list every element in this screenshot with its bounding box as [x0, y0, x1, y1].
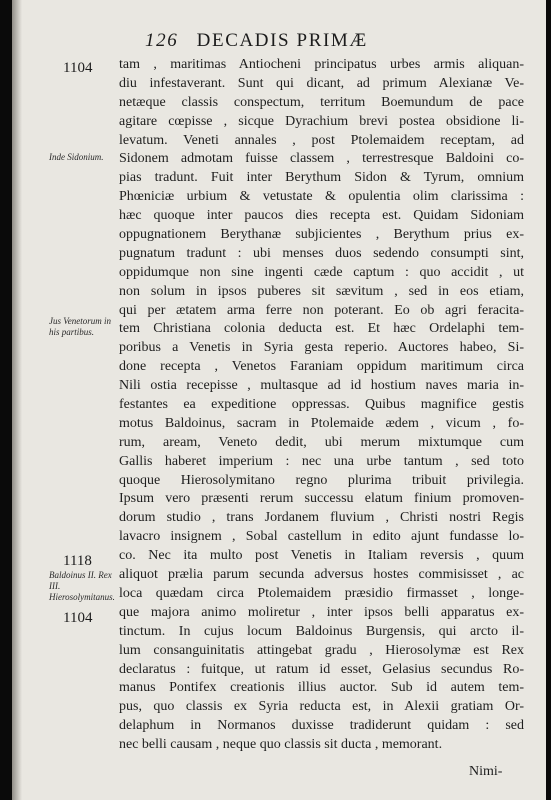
text-line: quoque Hierosolymitano regno plurima tribuit privilegia. — [119, 472, 524, 488]
text-line: pugnatum tradunt : ubi menses duos sedendo consumpti sint, — [119, 245, 524, 261]
page-gutter-shadow — [12, 0, 22, 800]
margin-note-baldoinus: Baldoinus II. Rex III. Hierosolymitanus. — [49, 570, 115, 602]
margin-year-1104: 1104 — [63, 60, 93, 76]
text-line: hæc quoque inter paucos dies recepta est. Quidam Sidoniam — [119, 208, 524, 224]
text-line: oppidumque non sine ingenti cæde captum : quo accidit , ut — [119, 264, 524, 280]
text-line: nec belli causam , neque quo classis sit ducta , memorant. — [119, 737, 443, 753]
text-line: pias tradunt. Fuit inter Berythum Sidon & Tyrum, omnium — [119, 170, 524, 186]
main-text-block — [119, 56, 524, 755]
catchword: Nimi- — [469, 764, 503, 779]
text-line: Nili ostia recepisse , multasque ad id hostium naves maria in- — [119, 378, 524, 394]
text-line: Ipsum vero præsenti rerum successu elatum finium promoven- — [119, 491, 524, 507]
text-line: aliquot prælia parum secunda adversus hostes commisisset , ac — [119, 567, 524, 583]
text-line: agitare cœpisse , sicque Dyrachium brevi postea obsidione li- — [119, 113, 524, 129]
text-line: festantes ea expeditione oppressas. Quibus magnifice gestis — [119, 397, 524, 413]
margin-note-venetian-rights: Jus Venetorum in his partibus. — [49, 316, 111, 337]
text-line: motus Baldoinus, sacram in Ptolemaide ædem , vicum , fo- — [119, 415, 524, 431]
text-line: non solum in ipsos puberes sit sævitum , sed in eos etiam, — [119, 283, 524, 299]
text-line: delaphum in Normanos duxisse tradiderunt quidam : sed — [119, 718, 524, 734]
text-line: Sidonem admotam fuisse classem , terrestresque Baldoini co- — [119, 151, 524, 167]
text-line: loca quædam circa Ptolemaidem præsidio firmasset , longe- — [119, 585, 524, 601]
page-number: 126 — [145, 30, 179, 51]
running-title: DECADIS PRIMÆ — [196, 30, 368, 51]
text-line: diu infestaverant. Sunt qui dicant, ad primum Alexianæ Ve- — [119, 75, 524, 91]
text-line: tam , maritimas Antiocheni principatus urbes armis aliquan- — [119, 57, 524, 72]
text-line: done recepta , Venetos Faraniam oppidum maritimum circa — [119, 359, 524, 375]
text-line: levatum. Veneti annales , post Ptolemaidem receptam, ad — [119, 132, 524, 148]
book-page — [12, 0, 546, 800]
text-line: dorum studio , trans Jordanem fluvium , Christi nostri Regis — [119, 510, 524, 526]
text-line: Phœniciæ urbium & vetustate & opulentia olim clarissima : — [119, 189, 524, 205]
text-line: lum consanguinitatis attingebat gradu , Hierosolymæ est Rex — [119, 642, 524, 658]
text-line: declaratus : fuitque, ut ratum id esset, Gelasius secundus Ro- — [119, 661, 524, 677]
margin-year-1104-second: 1104 — [63, 610, 93, 626]
text-line: pus, quo classis ex Syria reducta est, in Alexii gratiam Or- — [119, 699, 524, 715]
text-line: poribus a Venetis in Syria gesta reperio. Auctores habeo, Si- — [119, 340, 524, 356]
text-line: netæque classis conspectum, territum Boemundum de pace — [119, 94, 524, 110]
text-line: manus Pontifex creationis illius auctor. Sub id autem tem- — [119, 680, 524, 696]
text-line: oppugnationem Berythanæ subjicientes , Berythum prius ex- — [119, 227, 524, 243]
text-line: tinctum. In cujus locum Baldoinus Burgensis, qui arcto il- — [119, 623, 524, 639]
text-line: lavacro insignem , Sobal castellum in edito ajunt fundasse lo- — [119, 529, 524, 545]
text-line: Gallis haberet imperium : nec una urbe tantum , sed toto — [119, 453, 524, 469]
text-line: tem Christiana colonia deducta est. Et hæc Ordelaphi tem- — [119, 321, 524, 337]
text-line: qui per ætatem arma ferre non poterant. Eo ob agri feracita- — [119, 302, 524, 318]
running-header — [145, 30, 505, 56]
margin-note-sidon: Inde Sidonium. — [49, 152, 104, 162]
text-line: que majora animo moliretur , inter ipsos belli apparatus ex- — [119, 604, 524, 620]
margin-year-1118: 1118 — [63, 553, 92, 569]
text-line: co. Nec ita multo post Venetis in Italiam reversis , quum — [119, 548, 524, 564]
text-line: rum, aream, Veneto dedit, ubi merum mixtumque cum — [119, 434, 524, 450]
